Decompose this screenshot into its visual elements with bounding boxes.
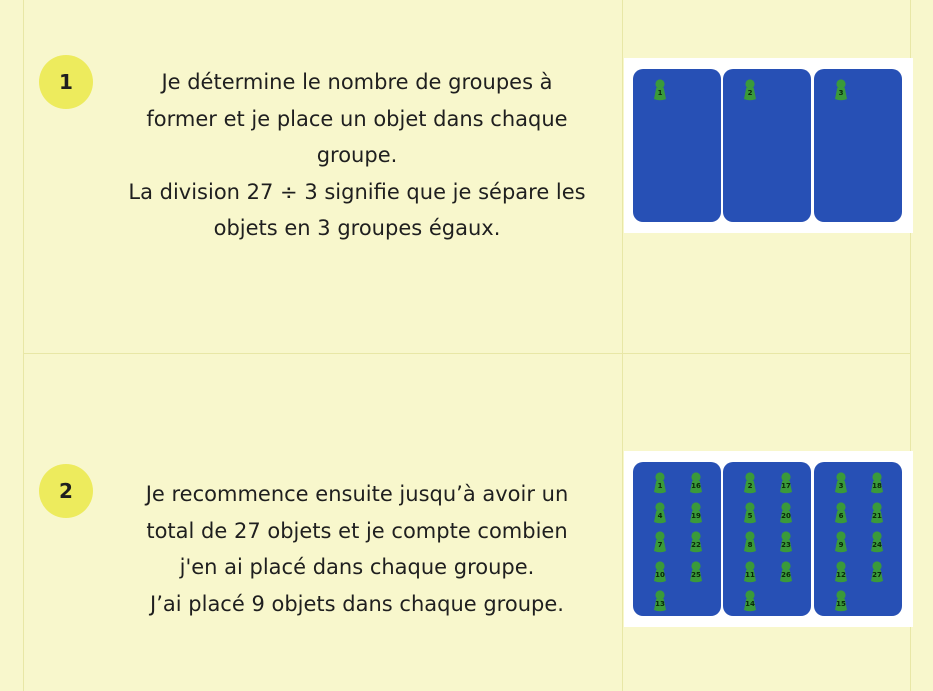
pawn-number: 6 [838, 511, 844, 520]
pawn-number: 21 [872, 511, 882, 520]
pawn-number: 27 [872, 570, 882, 579]
game-pawn-icon [689, 502, 703, 524]
step-number-badge [39, 464, 93, 518]
pawn-number: 17 [781, 482, 791, 490]
game-pawn-icon [779, 561, 793, 583]
game-pawn-icon [689, 472, 703, 494]
pawn-number: 13 [655, 600, 665, 608]
step-number: 2 [59, 479, 73, 503]
pawn-number: 1 [657, 89, 663, 97]
game-pawn-icon [653, 590, 667, 612]
game-pawn-icon [834, 472, 848, 494]
pawn-number: 3 [838, 482, 844, 490]
pawn-number: 25 [691, 570, 701, 579]
step-number-badge [39, 55, 93, 109]
pawn-number: 24 [872, 541, 882, 549]
text-line: J’ai placé 9 objets dans chaque groupe. [150, 591, 564, 616]
text-line: Je détermine le nombre de groupes à [161, 70, 553, 94]
pawn-number: 8 [747, 541, 753, 549]
step-number: 1 [59, 70, 73, 94]
text-line: Je recommence ensuite jusqu’à avoir un [145, 482, 569, 506]
pawn-number: 5 [747, 511, 753, 520]
pawn-number: 19 [691, 511, 701, 520]
game-pawn-icon [653, 502, 667, 524]
groups-illustration [624, 58, 913, 233]
game-pawn-icon [653, 472, 667, 494]
pawn-number: 20 [781, 511, 791, 520]
game-pawn-icon [743, 531, 757, 553]
game-pawn-icon [870, 472, 884, 494]
group-box [723, 462, 811, 616]
group-box [814, 69, 902, 222]
step-row-1 [24, 0, 909, 353]
text-line: La division 27 ÷ 3 signifie que je sépare les [128, 179, 586, 204]
group-box [633, 462, 721, 616]
text-line: j'en ai placé dans chaque groupe. [179, 555, 535, 579]
step-description [107, 476, 607, 622]
text-line: total de 27 objets et je compte combien [146, 518, 568, 543]
pawn-number: 18 [872, 482, 882, 490]
pawn-number: 9 [838, 541, 844, 549]
game-pawn-icon [779, 531, 793, 553]
pawn-number: 12 [836, 570, 846, 579]
pawn-number: 16 [691, 482, 701, 490]
pawn-number: 15 [836, 600, 846, 608]
game-pawn-icon [834, 79, 848, 101]
pawn-number: 22 [691, 541, 701, 549]
pawn-number: 14 [745, 600, 755, 608]
game-pawn-icon [870, 561, 884, 583]
game-pawn-icon [779, 502, 793, 524]
group-box [723, 69, 811, 222]
game-pawn-icon [743, 561, 757, 583]
pawn-number: 10 [655, 570, 665, 579]
game-pawn-icon [834, 502, 848, 524]
pawn-number: 2 [747, 89, 753, 97]
game-pawn-icon [653, 561, 667, 583]
step-row-2 [24, 354, 909, 691]
game-pawn-icon [743, 590, 757, 612]
pawn-number: 3 [838, 89, 844, 97]
game-pawn-icon [870, 502, 884, 524]
pawn-number: 2 [747, 482, 753, 490]
text-line: former et je place un objet dans chaque [146, 106, 568, 131]
pawn-number: 11 [745, 570, 755, 579]
game-pawn-icon [870, 531, 884, 553]
text-line: objets en 3 groupes égaux. [213, 216, 501, 240]
game-pawn-icon [834, 531, 848, 553]
groups-illustration [624, 451, 913, 627]
pawn-number: 23 [781, 541, 791, 549]
pawn-number: 7 [657, 541, 663, 549]
pawn-number: 4 [657, 511, 663, 520]
game-pawn-icon [834, 561, 848, 583]
group-box [633, 69, 721, 222]
game-pawn-icon [743, 472, 757, 494]
game-pawn-icon [689, 531, 703, 553]
game-pawn-icon [653, 79, 667, 101]
pawn-number: 26 [781, 570, 791, 579]
group-box [814, 462, 902, 616]
step-description [107, 64, 607, 247]
game-pawn-icon [653, 531, 667, 553]
game-pawn-icon [743, 502, 757, 524]
game-pawn-icon [743, 79, 757, 101]
text-line: groupe. [316, 143, 398, 167]
game-pawn-icon [779, 472, 793, 494]
game-pawn-icon [689, 561, 703, 583]
game-pawn-icon [834, 590, 848, 612]
pawn-number: 1 [657, 482, 663, 490]
